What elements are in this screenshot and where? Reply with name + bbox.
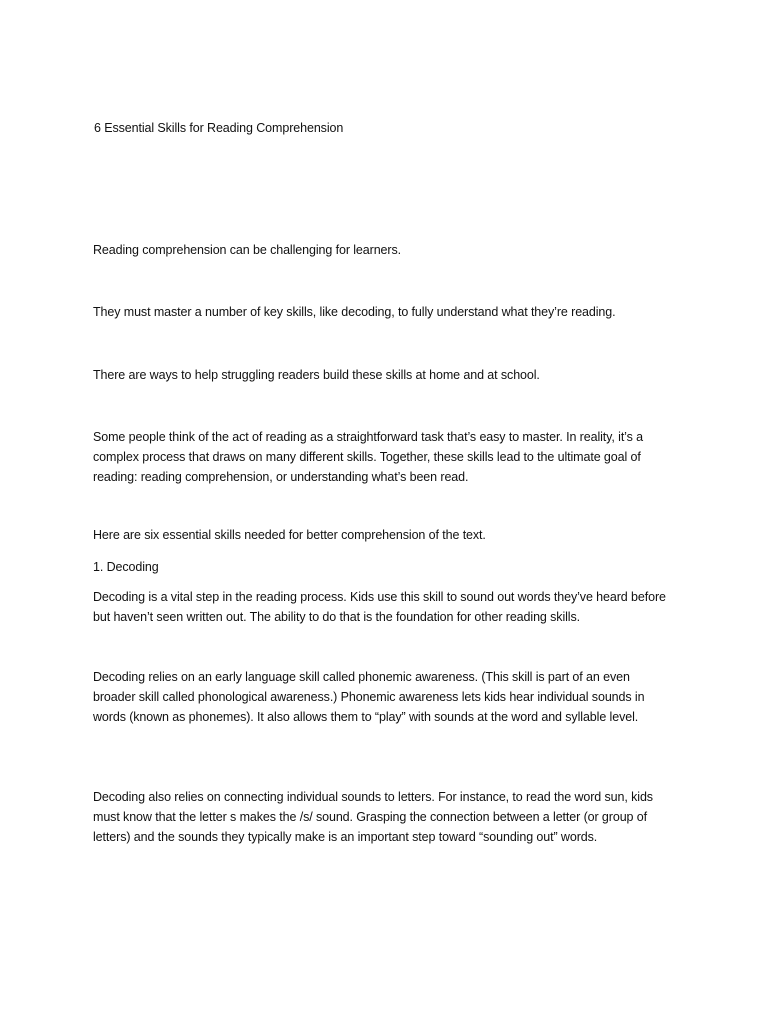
paragraph-six-skills: Here are six essential skills needed for better comprehension of the text. [93,528,486,542]
paragraph-intro: Reading comprehension can be challenging for learners. [93,243,401,257]
paragraph-key-skills: They must master a number of key skills, like decoding, to fully understand what they’re reading. [93,305,616,319]
paragraph-phonemic-awareness: Decoding relies on an early language skill called phonemic awareness. (This skill is part of an even broader skill called phonological awareness.) Phonemic awareness lets kids hear individual sounds in words (known as phonemes). It also allows them to “play” with sounds at the word and syllable level. [93,670,645,724]
section-heading-decoding: 1. Decoding [93,560,159,574]
paragraph-decoding-vital-step: Decoding is a vital step in the reading process. Kids use this skill to sound out words they’ve heard before but haven’t seen written out. The ability to do that is the foundation for other reading skills. [93,590,666,624]
paragraph-reading-process: Some people think of the act of reading as a straightforward task that’s easy to master. In reality, it’s a complex process that draws on many different skills. Together, these skills lead to the ultimate goal of reading: reading comprehension, or understanding what’s been read. [93,430,644,484]
document-title: 6 Essential Skills for Reading Comprehension [94,121,344,135]
paragraph-sounds-to-letters: Decoding also relies on connecting individual sounds to letters. For instance, to read the word sun, kids must know that the letter s makes the /s/ sound. Grasping the connection between a letter (or group of letters) and the sounds they typically make is an important step toward “sounding out” words. [93,790,653,844]
paragraph-ways-to-help: There are ways to help struggling readers build these skills at home and at school. [93,368,540,382]
